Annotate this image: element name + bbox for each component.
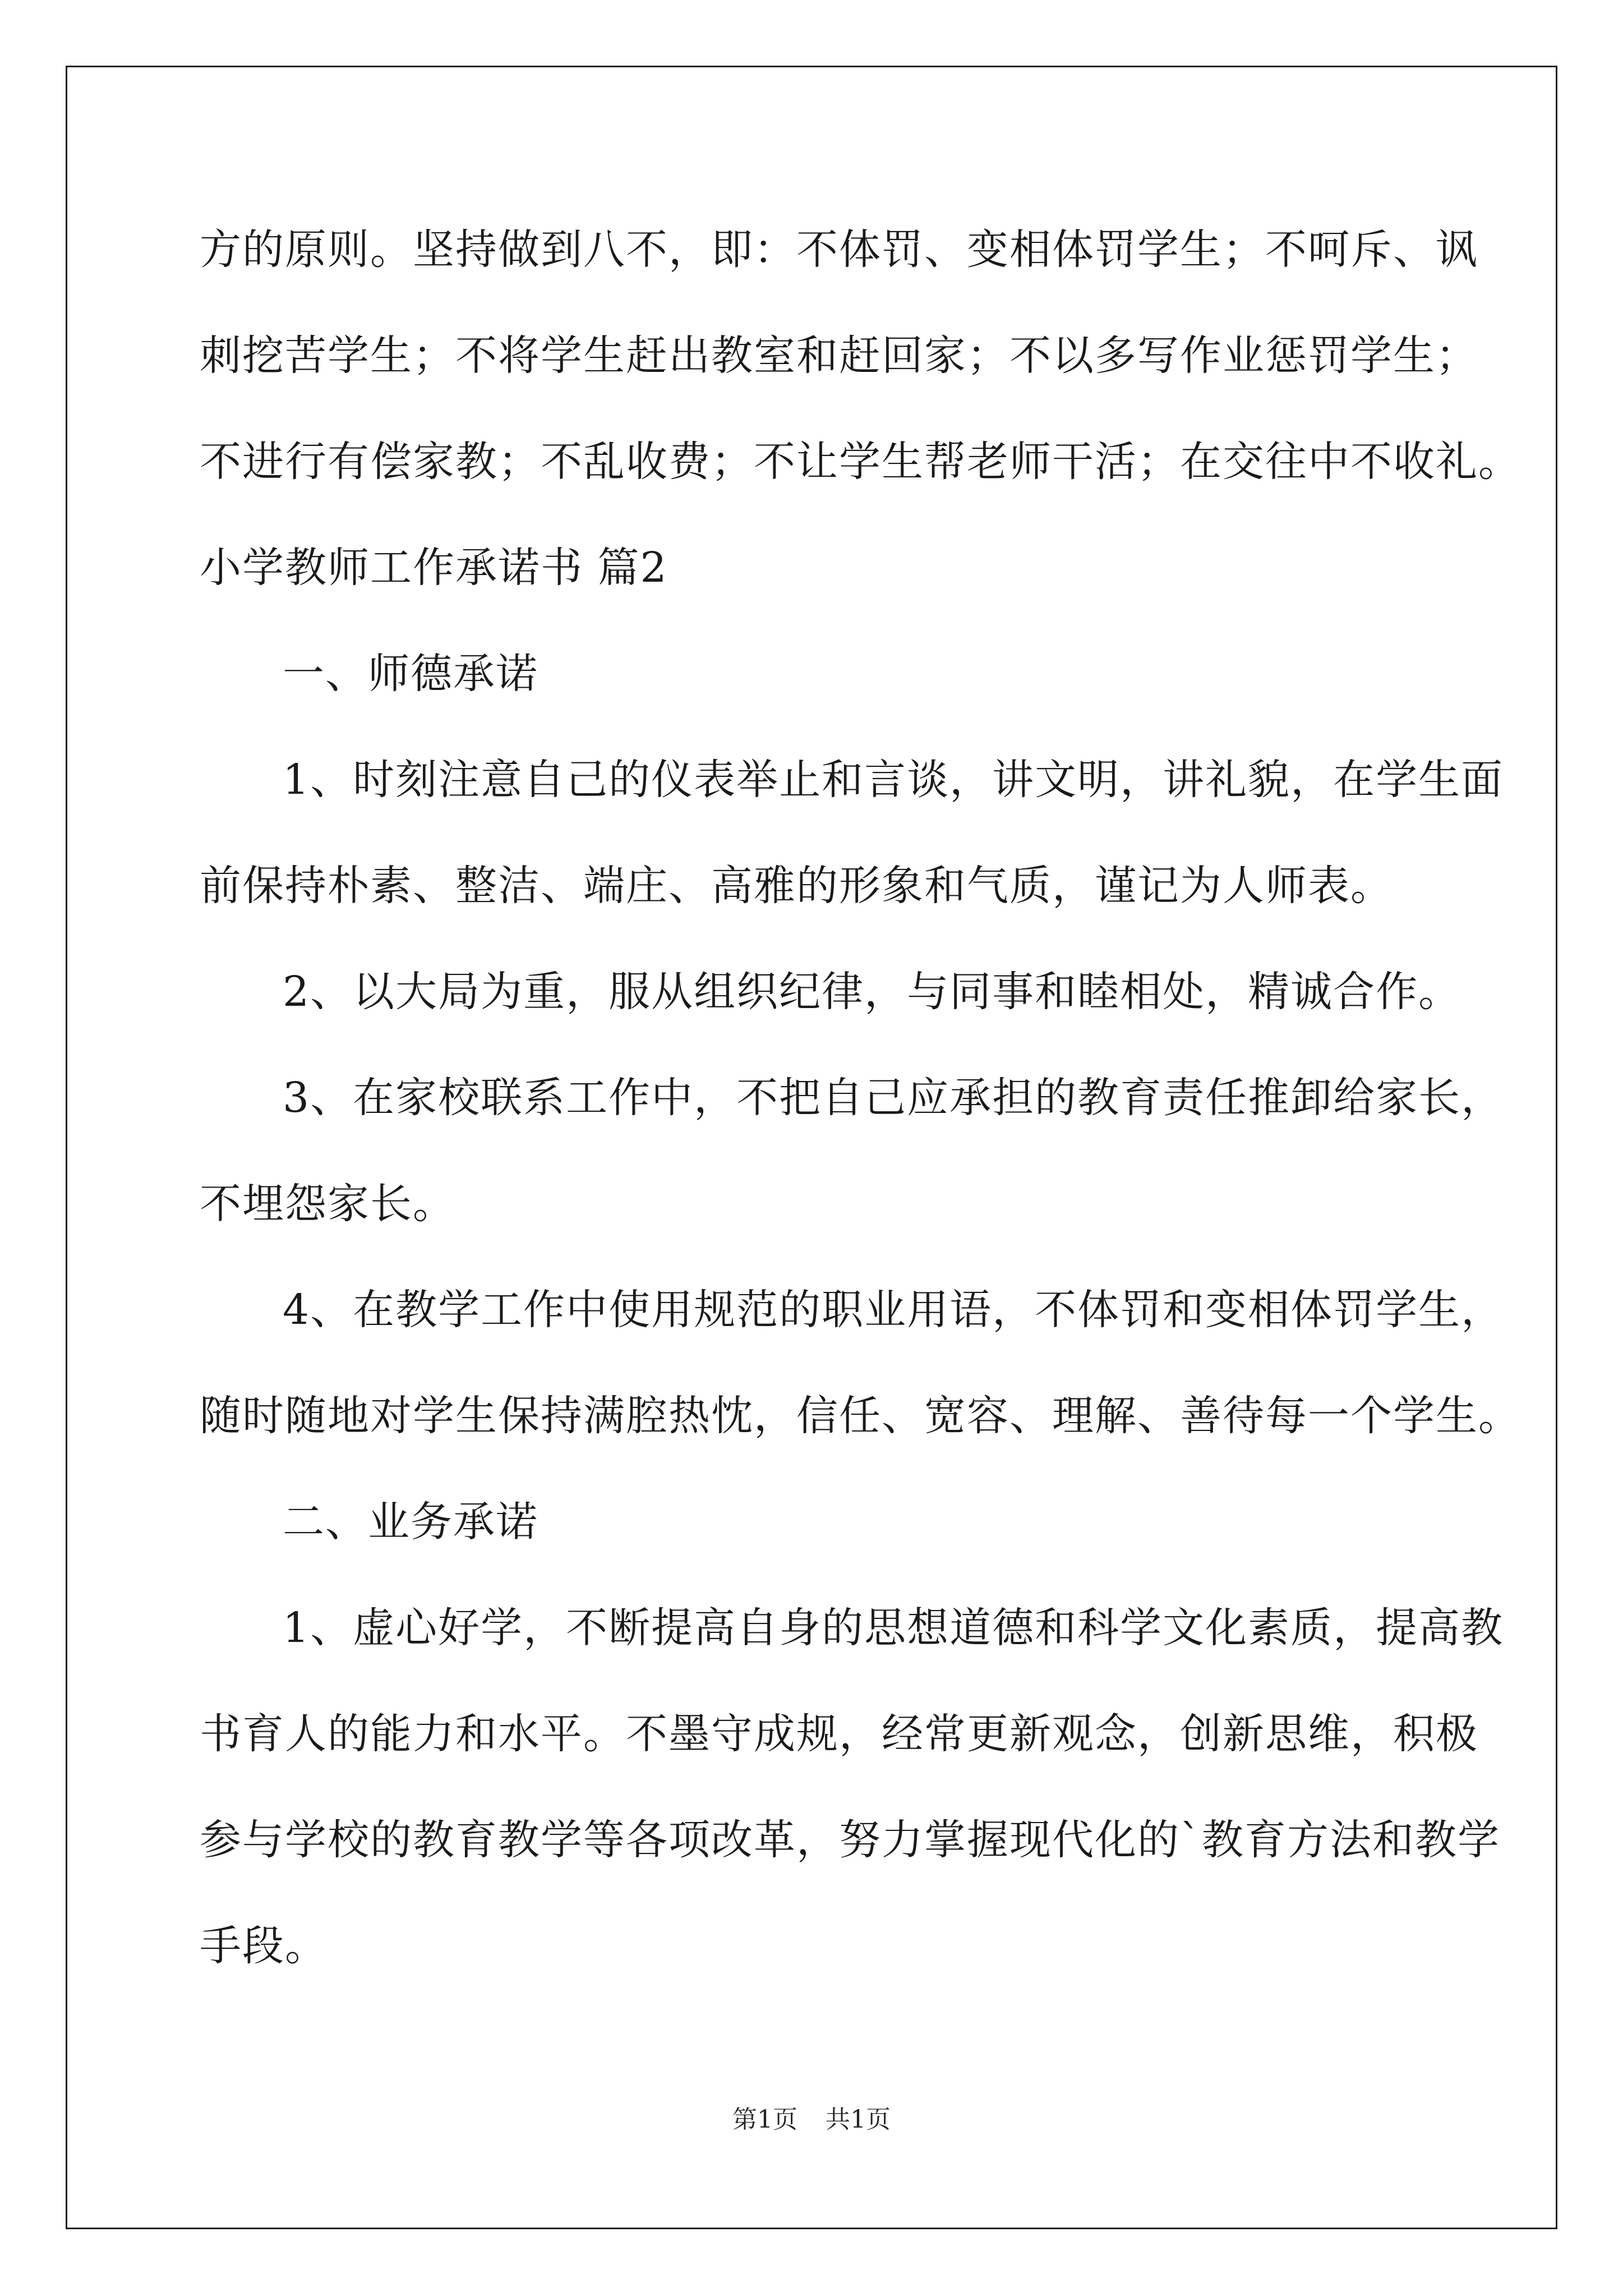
page-footer xyxy=(0,2099,1623,2135)
text-line: 1、时刻注意自己的仪表举止和言谈，讲文明，讲礼貌，在学生面 xyxy=(283,756,1504,804)
text-line: 4、在教学工作中使用规范的职业用语，不体罚和变相体罚学生， xyxy=(283,1286,1504,1334)
text-line: 随时随地对学生保持满腔热忱，信任、宽容、理解、善待每一个学生。 xyxy=(200,1392,1521,1440)
page-number-total: 共1页 xyxy=(826,2105,891,2134)
text-line: 2、以大局为重，服从组织纪律，与同事和睦相处，精诚合作。 xyxy=(283,968,1461,1016)
section-heading: 一、师德承诺 xyxy=(283,650,538,698)
text-line: 书育人的能力和水平。不墨守成规，经常更新观念，创新思维，积极 xyxy=(200,1710,1478,1758)
text-line: 手段。 xyxy=(200,1922,328,1970)
document-body xyxy=(200,210,1521,2013)
text-line: 不进行有偿家教；不乱收费；不让学生帮老师干活；在交往中不收礼。 xyxy=(200,438,1521,486)
text-line: 不埋怨家长。 xyxy=(200,1180,455,1228)
section-title: 小学教师工作承诺书 篇2 xyxy=(200,544,668,592)
text-line: 方的原则。坚持做到八不，即：不体罚、变相体罚学生；不呵斥、讽 xyxy=(200,226,1478,274)
text-line: 参与学校的教育教学等各项改革，努力掌握现代化的`教育方法和教学 xyxy=(200,1816,1500,1864)
section-heading: 二、业务承诺 xyxy=(283,1498,538,1546)
text-line: 刺挖苦学生；不将学生赶出教室和赶回家；不以多写作业惩罚学生； xyxy=(200,332,1478,380)
text-line: 3、在家校联系工作中，不把自己应承担的教育责任推卸给家长， xyxy=(283,1074,1504,1122)
page-number-current: 第1页 xyxy=(732,2105,797,2134)
text-line: 前保持朴素、整洁、端庄、高雅的形象和气质，谨记为人师表。 xyxy=(200,862,1393,910)
text-line: 1、虚心好学，不断提高自身的思想道德和科学文化素质，提高教 xyxy=(283,1604,1504,1652)
